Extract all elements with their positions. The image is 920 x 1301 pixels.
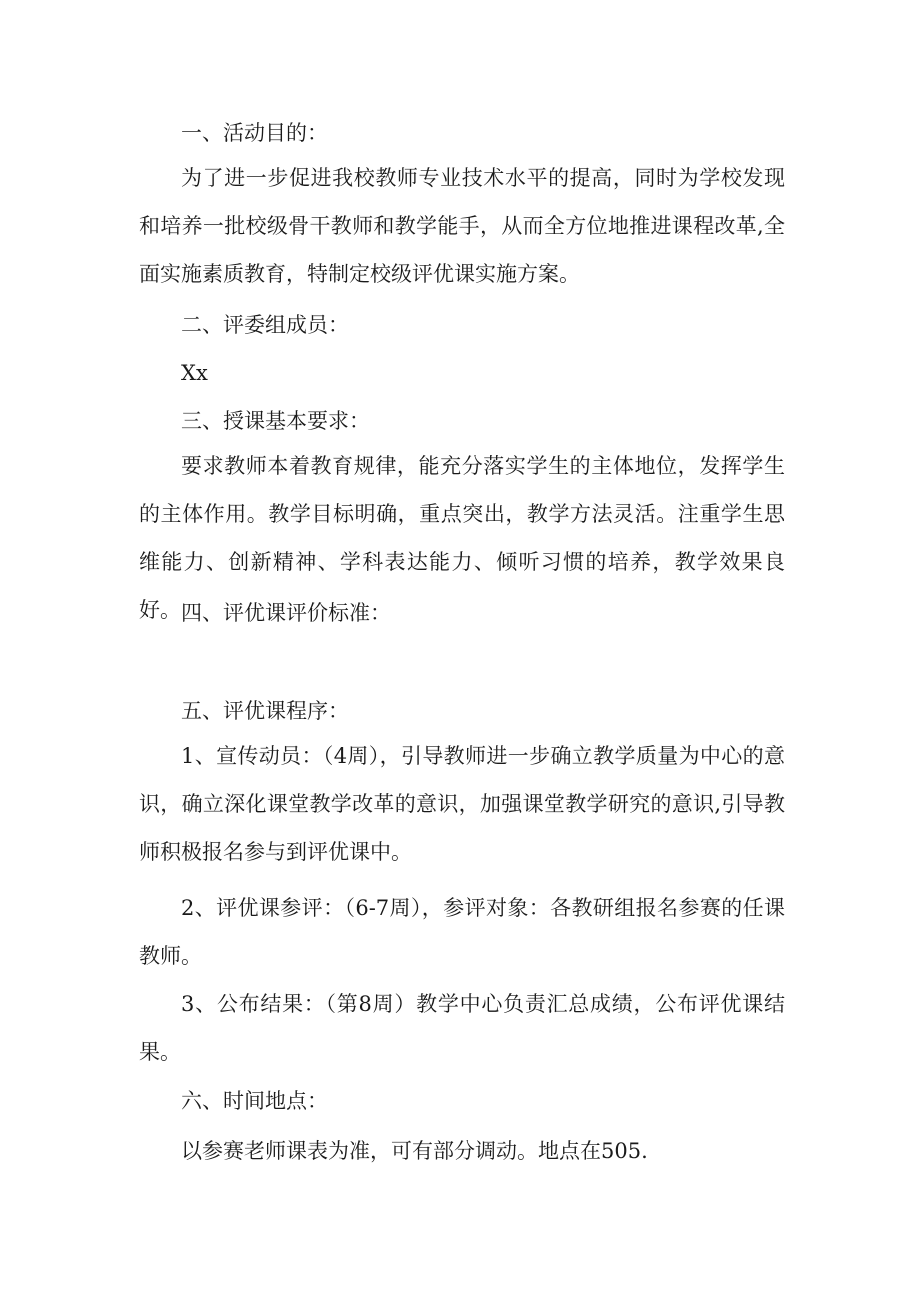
paragraph-objective: 为了进一步促进我校教师专业技术水平的提高，同时为学校发现和培养一批校级骨干教师和教学能手，从而全方位地推进课程改革,全面实施素质教育，特制定校级评优课实施方案。: [139, 166, 785, 286]
section-heading-criteria: 四、评优课评价标准：: [181, 601, 391, 625]
section-heading-time-location: 六、时间地点：: [181, 1089, 328, 1113]
paragraph-procedure-step-2: 2、评优课参评：（6-7周），参评对象：各教研组报名参赛的任课教师。: [139, 896, 785, 968]
paragraph-procedure-step-3: 3、公布结果：（第8周）教学中心负责汇总成绩，公布评优课结果。: [139, 992, 785, 1064]
section-heading-objective: 一、活动目的：: [181, 121, 328, 145]
section-heading-procedure: 五、评优课程序：: [181, 699, 349, 723]
paragraph-time-location: 以参赛老师课表为准，可有部分调动。地点在505.: [181, 1139, 648, 1163]
paragraph-requirements: 要求教师本着教育规律，能充分落实学生的主体地位，发挥学生的主体作用。教学目标明确，重点突出，教学方法灵活。注重学生思维能力、创新精神、学科表达能力、倾听习惯的培养，教学效果良好。: [139, 454, 785, 622]
section-heading-requirements: 三、授课基本要求：: [181, 409, 370, 433]
section-heading-judges: 二、评委组成员：: [181, 313, 349, 337]
paragraph-procedure-step-1: 1、宣传动员：（4周），引导教师进一步确立教学质量为中心的意识，确立深化课堂教学改革的意识，加强课堂教学研究的意识,引导教师积极报名参与到评优课中。: [139, 744, 785, 864]
paragraph-judges: Xx: [181, 361, 208, 385]
